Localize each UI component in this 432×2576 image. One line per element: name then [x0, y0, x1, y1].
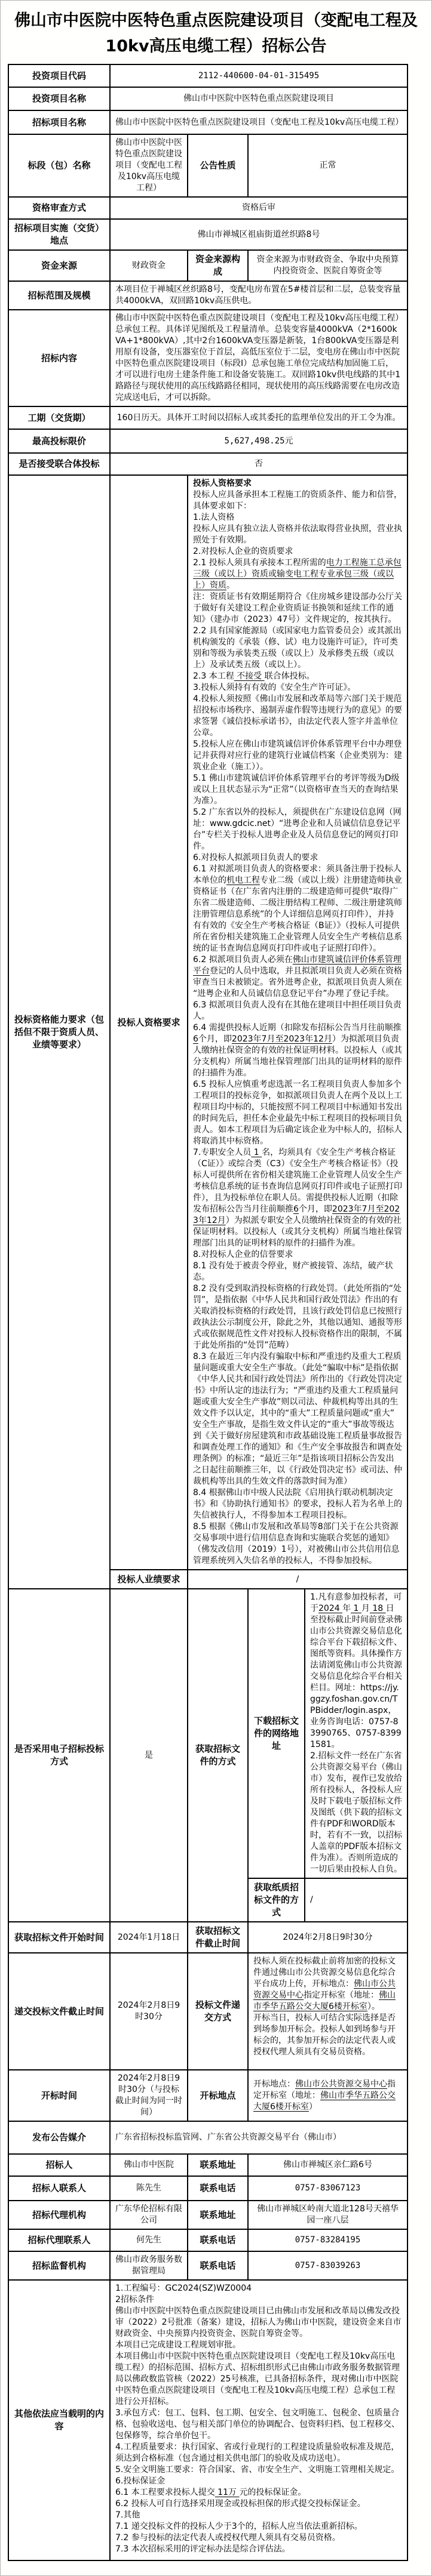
- submit-deadline-value: 2024年2月8日9时30分: [110, 1953, 188, 2070]
- paper-obtain-value: /: [305, 1878, 408, 1922]
- table-row: [8, 281, 408, 310]
- paragraph: 7.2 参与投标的法定代表人或授权代理人须具有交易员资格。: [115, 2533, 341, 2543]
- obtain-deadline-label: 获取招标文件截止时间: [188, 1922, 248, 1953]
- paragraph: 8.对投标人企业的信誉要求: [193, 1250, 293, 1259]
- paragraph: 7.3 本次招标采用的评定标办法是综合评估法。: [115, 2544, 290, 2554]
- paragraph: 2.2 具有国家能源局（或国家电力监管委员会）或其派出机构颁发的《承装（修、试）电力设施许可证》，许可类别和等级为承装类五级（或以上）及承修类五级（或以上）及承试类五级（或以上）。: [193, 626, 402, 670]
- supervisor-label: 招标监督机构: [8, 2251, 110, 2280]
- paragraph: 7.专职安全人员 1 名，均须具有《安全生产考核合格证（C证）》或综合类（C3）《安全生产考核合格证书》（投标人可提供所在省份相关建筑施工企业管理人员安全生产考核信息系统的证书查询信息网页打印件或电子证照打印件），且为投标单位在职人员。需提供投标人近期（扣除发布招标公告当月往前顺推6个月，即2023年7月至2023年12月）为拟派专职安全人员缴纳社保资金的有效的社保证明材料。以投标人（或其分支机构）所属当地社保管理部门出具的证明材料的原件的扫描件为准。: [193, 1148, 402, 1248]
- tenderer-address-value: 佛山市禅城区亲仁路6号: [248, 2154, 408, 2176]
- etender-value: 是: [110, 1589, 188, 1922]
- tender-name-value: 佛山市中医院中医特色重点医院建设项目（变配电工程及10kv高压电缆工程）: [110, 110, 408, 134]
- tender-content-value: 佛山市中医院中医特色重点医院建设项目（变配电工程及10kv高压电缆工程）总承包工程。具体详见图纸及工程量清单。总装变容量4000kVA（2*1600kVA+1*800kVA）,其中2台1600kVA变压器是新装，1台800kVA变压器是利用原有设备，变压器室位于首层，高低压室位于二层，变电房在佛山市中医院中医特色重点医院建设项目（标段Ⅰ）总承包施工单位完成结构加固施工后，才可以进行电房土建条件施工和设备安装施工。双回路10kv供电线路的其中1路路径与现状使用的高压线路路径相同，现状使用的高压线路需要在电房改造完成送电后，才可以拆除。: [110, 310, 408, 406]
- table-row: [8, 310, 408, 406]
- table-row: [8, 250, 408, 281]
- submit-deadline-label: 递交投标文件截止时间: [8, 1953, 110, 2070]
- paragraph: 6.2 投标人可自行选择采用现金或投标担保的形式提交投标保证金。: [115, 2499, 366, 2509]
- table-row: [8, 2201, 408, 2229]
- tenderer-contact-label: 招标人联系人: [8, 2176, 110, 2201]
- paragraph: 6.对投标人拟派项目负责人的要求: [193, 853, 318, 862]
- table-row: [8, 429, 408, 453]
- paragraph: 4.工程质量要求：执行国家、省或行业现行的工程建设质量验收标准及规范，须达到合格标准（包含通过相关供电部门的验收及成功送电）。: [115, 2442, 400, 2463]
- tenderer-phone-value: 0757-83067123: [248, 2176, 408, 2201]
- paragraph: 6.1 本工程要求投标人提交 11万 元的投标保证金。: [115, 2488, 307, 2497]
- obtain-deadline-value: 2024年2月8日9时30分: [248, 1922, 408, 1953]
- table-row: [8, 2070, 408, 2121]
- tender-content-label: 招标内容: [8, 310, 110, 406]
- paragraph: 1.凡有意参加投标者，可于2024 年 1 月 18 日至投标截止时间前登录佛山市公共资源交易信息化综合平台下载招标文件、图纸等资料。具体操作方法请浏览佛山市公共资源交易信息化综合平台相关栏目。网址：https://jy.ggzy.foshan.gov.cn/TPBidder/login.aspx，业务咨询电话：0757-83990765、0757-83991581。: [310, 1592, 402, 1749]
- table-row: [8, 406, 408, 429]
- table-row: [8, 219, 408, 250]
- paragraph: 投标人应具备承担本工程施工的资质条件、能力和信誉，具体要求如下：: [193, 490, 402, 511]
- table-row: [8, 2176, 408, 2201]
- bidder-performance-label: 投标人业绩要求: [110, 1570, 188, 1589]
- download-url-label: 下载招标文件的网络地址: [248, 1589, 305, 1878]
- basic-info-table: [8, 64, 408, 476]
- agency-value: 广东华伦招标有限公司: [110, 2201, 188, 2229]
- table-row: [8, 110, 408, 134]
- paragraph: 投标人须在投标截止前将加密的投标文件通过佛山市公共资源交易信息化综合平台成功上传，开标地点：佛山市公共资源交易中心指定开标室（地址：佛山市季华五路公交大厦6楼开标室）。: [253, 1956, 396, 2011]
- table-row: [8, 1953, 408, 2070]
- table-row: [8, 64, 408, 87]
- process-info-table: [8, 1588, 408, 2561]
- table-row: [8, 87, 408, 110]
- duration-value: 160日历天。具体开工时间以招标人或其委托的监理单位发出的开工令为准。: [110, 406, 408, 429]
- tenderer-contact-value: 陈先生: [110, 2176, 188, 2201]
- opening-time-label: 开标时间: [8, 2070, 110, 2121]
- paragraph: 2.1 投标人须具有承接本工程所需的电力工程施工总承包三级（或以上）资质或输变电工程专业承包三级（或以上）资质。: [193, 558, 402, 590]
- obtain-method-label: 获取招标文件的方式: [188, 1589, 248, 1922]
- section-package-value: 佛山市中医院中医特色重点医院建设项目（变配电工程及10kv高压电缆工程）: [110, 134, 188, 197]
- table-row: [8, 197, 408, 219]
- paragraph: 2.招标文件一经在广东省公共资源交易平台（佛山市）发布，视作已发放给所有投标人，各投标人应及时下载电子版招标文件及图纸（供下载的招标文件有PDF和WORD版本时，若有不一致，以招标人盖章的PDF版本招标文件为准）。否则所造成的一切后果由投标人自负。: [310, 1751, 402, 1874]
- fund-source-value: 财政资金: [110, 250, 188, 281]
- other-content-value: [110, 2280, 408, 2560]
- price-limit-label: 最高投标限价: [8, 429, 110, 453]
- table-row: [8, 475, 408, 1570]
- consortium-label: 是否接受联合体投标: [8, 453, 110, 475]
- bidder-performance-value: /: [188, 1570, 408, 1589]
- tender-name-label: 招标项目名称: [8, 110, 110, 134]
- paragraph: 5.安全文明施工要求：符合国家、省、市安全生产、文明施工管理相关规定。: [115, 2465, 400, 2475]
- table-row: [8, 134, 408, 197]
- table-row: [8, 2280, 408, 2560]
- tenderer-address-label: 联系地址: [188, 2154, 248, 2176]
- other-content-label: 其他依法应当载明的内容: [8, 2280, 110, 2560]
- paragraph: 6.4 需提供投标人近期（扣除发布招标公告当月往前顺推6个月，即2023年7月至2023年12月）为拟派项目负责人缴纳社保资金的有效的社保证明材料。以投标人（或其分支机构）所属当地社保管理部门出具的证明材料的原件的扫描件为准。: [193, 1023, 402, 1078]
- paragraph: 2.对投标人企业的资质要求: [193, 547, 293, 556]
- project-name-value: 佛山市中医院中医特色重点医院建设项目: [110, 87, 408, 110]
- fund-source-label: 资金来源: [8, 250, 110, 281]
- paragraph: 6.投标保证金: [115, 2476, 166, 2486]
- paragraph: 2招标条件: [115, 2295, 154, 2304]
- download-url-content: [305, 1589, 408, 1878]
- paragraph: 5.投标人应在佛山市建筑诚信评价体系管理平台中办理登记并获得对应行业的建筑行业诚信档案（企业类别为：建筑业企业（施工））。: [193, 739, 402, 772]
- fund-composition-value: 资金来源为市财政资金、争取中央预算内投资资金、医院自筹资金等: [248, 250, 408, 281]
- qualification-capability-label: 投标资格能力要求（包括但不限于资质人员、业绩等要求）: [8, 475, 110, 1589]
- paragraph: 本项目佛山市中医院中医特色重点医院建设项目（变配电工程及10kv高压电缆工程）的招标范围、招标方式、招标组织形式已由佛山市政务服务数据管理局以佛政数监管核（2022）25号核准，已具备招标条件，现对佛山市中医院中医特色重点医院建设项目（变配电工程及10kv高压电缆工程）总承包工程进行公开招标。: [115, 2352, 400, 2406]
- paragraph: 8.5 根据《佛山市发展和改革局等8部门关于在公共资源交易事项中进行信用信息查询和实施联合奖惩的通知》（佛发改信用（2019）1号），对被佛山市公共信用信息管理系统列入失信名单的投标人，不得参加投标。: [193, 1522, 400, 1566]
- scope-label: 招标范围及规模: [8, 281, 110, 310]
- paragraph: 6.1 对拟派项目负责人的资格要求：须具备注册于投标人本单位的机电工程专业二级（或以上级）注册建造师执业资格证书（在广东省内注册的二级建造师可提供“取得广东省二级建造师、二级注册结构工程师、二级注册建筑师注册管理信息系统”的个人详细信息网页打印件），并持有有效的《安全生产考核合格证（B证）》（投标人可提供所在省份相关建筑施工企业管理人员安全生产考核信息系统的证书查询信息网页打印件或电子证照打印件）。: [193, 864, 402, 953]
- paragraph: 7.1 递交投标文件的投标人少于3个的，招标人应当依法重新招标。: [115, 2522, 363, 2531]
- table-row: [8, 1589, 408, 1878]
- paragraph: 6.2 拟派项目负责人必须在佛山市建筑诚信评价体系管理平台登记的人员中选取，并且拟派项目负责人必须在资格审查当日未被锁定。省外进粤企业，拟派项目负责人须在“进粤企业和人员诚信信息登记平台”办理了登记手续。: [193, 955, 402, 999]
- media-value: 广东省招标投标监管网、广东省公共资源交易平台（佛山市）: [110, 2121, 408, 2154]
- opening-time-value: 2024年2月8日9时30分（与投标截止时间为同一时间）: [110, 2070, 188, 2121]
- opening-place-label: 开标地点: [188, 2070, 248, 2121]
- qualification-review-label: 资格审查方式: [8, 197, 110, 219]
- paragraph: 6.3 拟派项目负责人没有在其他在建项目中担任项目负责人。: [193, 1000, 402, 1021]
- table-row: [8, 1922, 408, 1953]
- paragraph: 5.1 佛山市建筑诚信评价体系管理平台的考评等级为D级或以上且状态显示为“正常”（以资格审查当天的查询结果为准）。: [193, 774, 400, 806]
- agency-address-value: 佛山市禅城区岭南大道北128号天禧华园一座八层: [248, 2201, 408, 2229]
- paragraph: 本项目已完成建设工程规划审批。: [115, 2340, 241, 2350]
- agency-contact-value: 何先生: [110, 2229, 188, 2251]
- agency-address-label: 联系地址: [188, 2201, 248, 2229]
- obtain-start-label: 获取招标文件开始时间: [8, 1922, 110, 1953]
- duration-label: 工期（交货期）: [8, 406, 110, 429]
- paragraph: 8.2 没有受到取消投标资格的行政处罚。（此处所指的“处罚”，是指依据《中华人民共和国行政处罚法》作出的有关取消投标资格的行政处罚，且该行政处罚信息已按照行政执法公示制度公开，除此之外，其他以通知、通报等形式或依据规范性文件对投标人投标资格作出的限制，不属于此处所指的“处罚”范畴）: [193, 1284, 402, 1350]
- scope-value: 本项目位于禅城区丝织路8号，变配电房布置在5#楼首层和二层，总装变容量共4000kVA，双回路10kv高压供电。: [110, 281, 408, 310]
- table-row: [8, 2251, 408, 2280]
- media-label: 发布公告媒介: [8, 2121, 110, 2154]
- paragraph: 3.承包方式：包工、包料、包工期、包安全、包文明施工、包税金、包质量合格、包验收送电、包与相关部门单位的协调配合、包资料归档、包工程移交、包保修等，综合单价包干。: [115, 2408, 400, 2441]
- price-limit-value: 5,627,498.25元: [110, 429, 408, 453]
- paragraph: 佛山市中医院中医特色重点医院建设项目已由佛山市发展和改革局以佛发改投审（2022）2号批准（备案）建设，招标人为佛山市中医院，建设资金来自市财政资金、中央预算内投资资金、医院自筹资金等。: [115, 2306, 402, 2338]
- paragraph: 注：资质证书有效期延期符合《住房城乡建设部办公厅关于做好有关建设工程企业资质证书换领和延续工作的通知》（建办市（2023）47号）文件规定的，按其执行。: [193, 592, 402, 624]
- qualification-review-value: 资格后审: [110, 197, 408, 219]
- paragraph: 8.3 在最近三年内没有骗取中标和严重违约及重大工程质量问题或重大安全生产事故。（此处“骗取中标”是指依据《中华人民共和国行政处罚法》所作出的《行政处罚决定书》中所认定的违法行为；“严重违约及重大工程质量问题或重大安全生产事故”则以司法、仲裁机构等出具的生效文件予以认定，其中的“重大”工程质量问题或“重大”安全生产事故，是指生效文件认定的“重大”事故等级达到《关于做好房屋建筑和市政基础设施工程质量事故报告和调查处理工作的通知》和《生产安全事故报告和调查处理条例》的标准；“最近三年”是指该项目招标公告发出之日起往前顺推三年，以《行政处罚决定书》或司法、仲裁机构等出具的生效文件的落款时间为准）: [193, 1352, 402, 1486]
- submit-method-label: 投标文件递交方式: [188, 1953, 248, 2070]
- paragraph: 6.5 投标人应慎重考虑选派一名工程项目负责人参加多个工程项目的投标竞争，如拟派项目负责人在两个及以上工程项目均中标的，只能按照不同工程项目中标通知书发出的时间先后，担任本企业最先中标工程项目的投标项目负责人。如本工程项目为后确定该企业为中标人的，招标人将取消其中标资格。: [193, 1080, 402, 1146]
- consortium-value: 否: [110, 453, 408, 475]
- paragraph: 8.1 没有处于被责令停业，财产被接管、冻结，破产状态。: [193, 1261, 393, 1282]
- delivery-place-label: 招标项目实施（交货）地点: [8, 219, 110, 250]
- page-title: 佛山市中医院中医特色重点医院建设项目（变配电工程及10kv高压电缆工程）招标公告: [14, 11, 418, 56]
- project-name-label: 投资项目名称: [8, 87, 110, 110]
- bidder-qualification-content: [188, 475, 408, 1570]
- table-row: [8, 2229, 408, 2251]
- delivery-place-value: 佛山市禅城区祖庙街道丝织路8号: [110, 219, 408, 250]
- fund-composition-label: 资金来源构成: [188, 250, 248, 281]
- project-code-value: 2112-440600-04-01-315495: [110, 64, 408, 87]
- notice-nature-value: 正常: [248, 134, 408, 197]
- paragraph: 2.3 本工程 不接受 联合体投标。: [193, 671, 315, 681]
- agency-phone-label: 联系电话: [188, 2229, 248, 2251]
- paragraph: 投标人资格要求: [193, 479, 252, 488]
- supervisor-phone-value: 0757-83039263: [248, 2251, 408, 2280]
- etender-label: 是否采用电子招标投标方式: [8, 1589, 110, 1922]
- tenderer-value: 佛山市中医院: [110, 2154, 188, 2176]
- table-row: [8, 2154, 408, 2176]
- paper-obtain-label: 获取纸质招标文件的方式: [248, 1878, 305, 1922]
- tenderer-phone-label: 联系电话: [188, 2176, 248, 2201]
- paragraph: 3.投标人须持有有效的《安全生产许可证》。: [193, 683, 356, 692]
- project-code-label: 投资项目代码: [8, 64, 110, 87]
- paragraph: 投标人应具有独立法人资格并依法取得营业执照，营业执照处于有效期。: [193, 524, 402, 545]
- table-row: [8, 2121, 408, 2154]
- agency-label: 招标代理机构: [8, 2201, 110, 2229]
- paragraph: 7.其他: [115, 2510, 140, 2520]
- agency-contact-label: 招标代理联系人: [8, 2229, 110, 2251]
- bidder-qualification-label: 投标人资格要求: [110, 475, 188, 1570]
- obtain-start-value: 2024年1月18日: [110, 1922, 188, 1953]
- paragraph: 8.4 根据佛山市中级人民法院《启用执行联动机制决定书》和《协助执行通知书》的要求，投标人若为名单上的失信被执行人，不得参加本工程项目投标。: [193, 1488, 402, 1520]
- supervisor-phone-label: 联系电话: [188, 2251, 248, 2280]
- tenderer-label: 招标人: [8, 2154, 110, 2176]
- opening-place-value: 开标地点：佛山市公共资源交易中心指定开标室（地址：佛山市季华五路公交大厦6楼开标室）: [248, 2070, 408, 2121]
- paragraph: 5.2 广东省以外的投标人，须提供在广东建设信息网（网址：www.gdcic.net）“进粤企业和人员诚信信息登记平台”专栏关于投标人进粤企业及人员信息登记的网页打印件。: [193, 808, 402, 851]
- supervisor-value: 佛山市政务服务数据管理局: [110, 2251, 188, 2280]
- qualification-table: [8, 474, 408, 1589]
- paragraph: 1.法人资格: [193, 513, 235, 522]
- submit-method-content: [248, 1953, 408, 2070]
- paragraph: 4.投标人须按照《佛山市发展和改革局等六部门关于规范招投标市场秩序、遏制弄虚作假等违规行为的意见》的要求签署《诚信投标承诺书》，由法定代表人签字并盖单位公章。: [193, 694, 402, 738]
- table-row: [8, 453, 408, 475]
- paragraph: 开标当日，投标人可结合实际选择是否到场参加开标会。投标人如到场参与开标会的，其参加开标会的法定代表人或授权代理人须具有交易员资格。: [253, 2013, 396, 2057]
- paragraph: 1.工程编号：GC2024(SZ)WZ0004: [115, 2284, 252, 2293]
- notice-nature-label: 公告性质: [188, 134, 248, 197]
- section-package-label: 标段（包）名称: [8, 134, 110, 197]
- agency-phone-value: 0757-83284195: [248, 2229, 408, 2251]
